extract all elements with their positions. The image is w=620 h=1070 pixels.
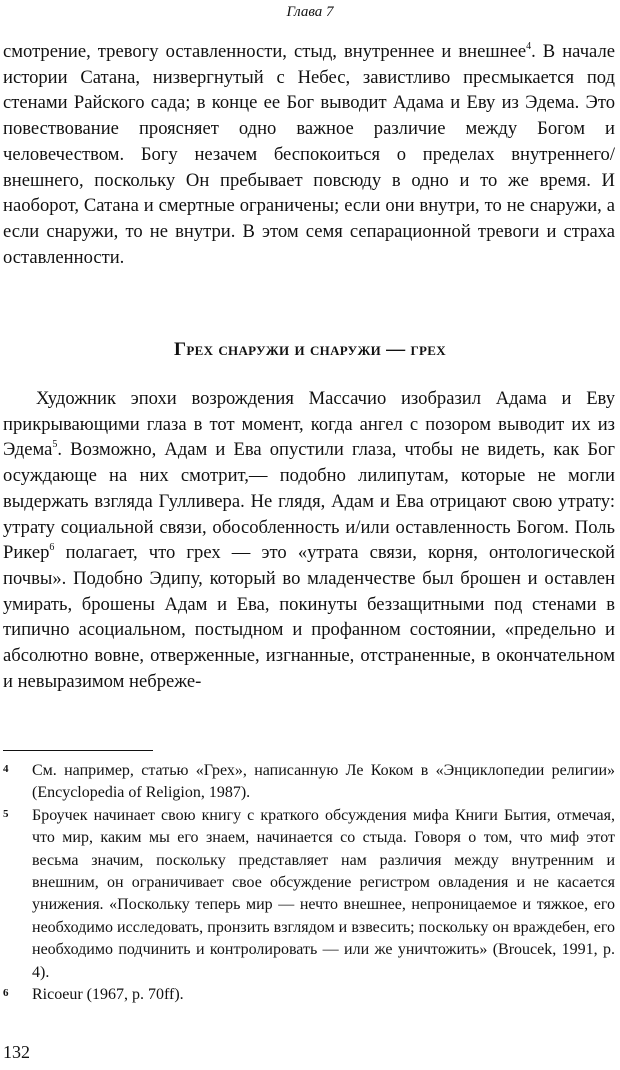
footnote-text: Броучек начинает свою книгу с краткого обсуждения мифа Книги Бытия, отмечая, что мир, каким мы его знаем, начинается со стыда. Говоря о том, что миф этот весьма значим, поскольку представляет нам различия между внутренним и внешним, он ограничивает свое обсуждение регистром овладения и не касается унижения. «Поскольку теперь мир — нечто внешнее, непроницаемое и тяжкое, его необходимо исследовать, пронзить взглядом и взвесить; поскольку он враждебен, его необходимо подчинить и контролировать — или же уничтожить» (Broucek, 1991, p. 4). (32, 806, 615, 981)
footnote-4 (3, 760, 615, 805)
running-head: Глава 7 (286, 4, 334, 20)
paragraph-1-text-a: смотрение, тревогу оставленности, стыд, внутреннее и внешнее (3, 41, 527, 62)
body-paragraph-2 (3, 386, 615, 694)
footnote-ref-4: 4 (526, 41, 532, 52)
footnote-ref-6: 6 (49, 542, 55, 554)
footnote-number: 6 (3, 987, 9, 1000)
footnote-separator (3, 750, 153, 751)
page-number: 132 (3, 1042, 30, 1062)
paragraph-2-text-b: . Возможно, Адам и Ева опустили глаза, чтобы не видеть, как Бог осуждающе на них смотрит,— подобно лилипутам, которые не могли выдержать взгляда Гулливера. Не глядя, Адам и Ева отрицают свою утрату: утрату социальной связи, обособленность и/или оставленность Богом. Поль Рикер (3, 439, 615, 564)
paragraph-2-text-a: Художник эпохи возрождения Массачио изобразил Адама и Еву прикрывающими глаза в тот момент, когда ангел с позором выводит их из Эдема (3, 388, 615, 461)
paragraph-2-text-c: полагает, что грех — это «утрата связи, корня, онтологической почвы». Подобно Эдипу, который во младенчестве был брошен и оставлен умирать, брошены Адам и Ева, покинуты беззащитными под стенами в типично асоциальном, постыдном и профанном состоянии, «предельно и абсолютно вовне, отверженные, изгнанные, отстраненные, в окончательном и невыразимом небреже- (3, 542, 615, 692)
footnote-number: 4 (3, 763, 9, 775)
paragraph-1-text-b: . В начале истории Сатана, низвергнутый с Небес, завистливо пресмыкается под стенами Райского сада; в конце ее Бог выводит Адама и Еву из Эдема. Это повествование проясняет одно важное различие между Богом и человечеством. Богу незачем беспокоиться о пределах внутреннего/внешнего, поскольку Он пребывает повсюду в одно и то же время. И наоборот, Сатана и смертные ограничены; если они внутри, то не снаружи, а если снаружи, то не внутри. В этом семя сепарационной тревоги и страха оставленности. (3, 41, 615, 268)
footnote-number: 5 (3, 807, 9, 820)
footnotes (3, 760, 615, 1006)
body-paragraph-1 (3, 39, 615, 270)
footnote-ref-5: 5 (52, 439, 58, 451)
footnote-5 (3, 805, 615, 984)
footnote-6 (3, 984, 615, 1006)
footnote-text: Ricoeur (1967, p. 70ff). (32, 986, 184, 1004)
section-heading: Грех снаружи и снаружи — грех (174, 339, 446, 360)
footnote-text: См. например, статью «Грех», написанную Ле Коком в «Энциклопедии религии» (Encyclopedia of Religion, 1987). (32, 762, 615, 802)
